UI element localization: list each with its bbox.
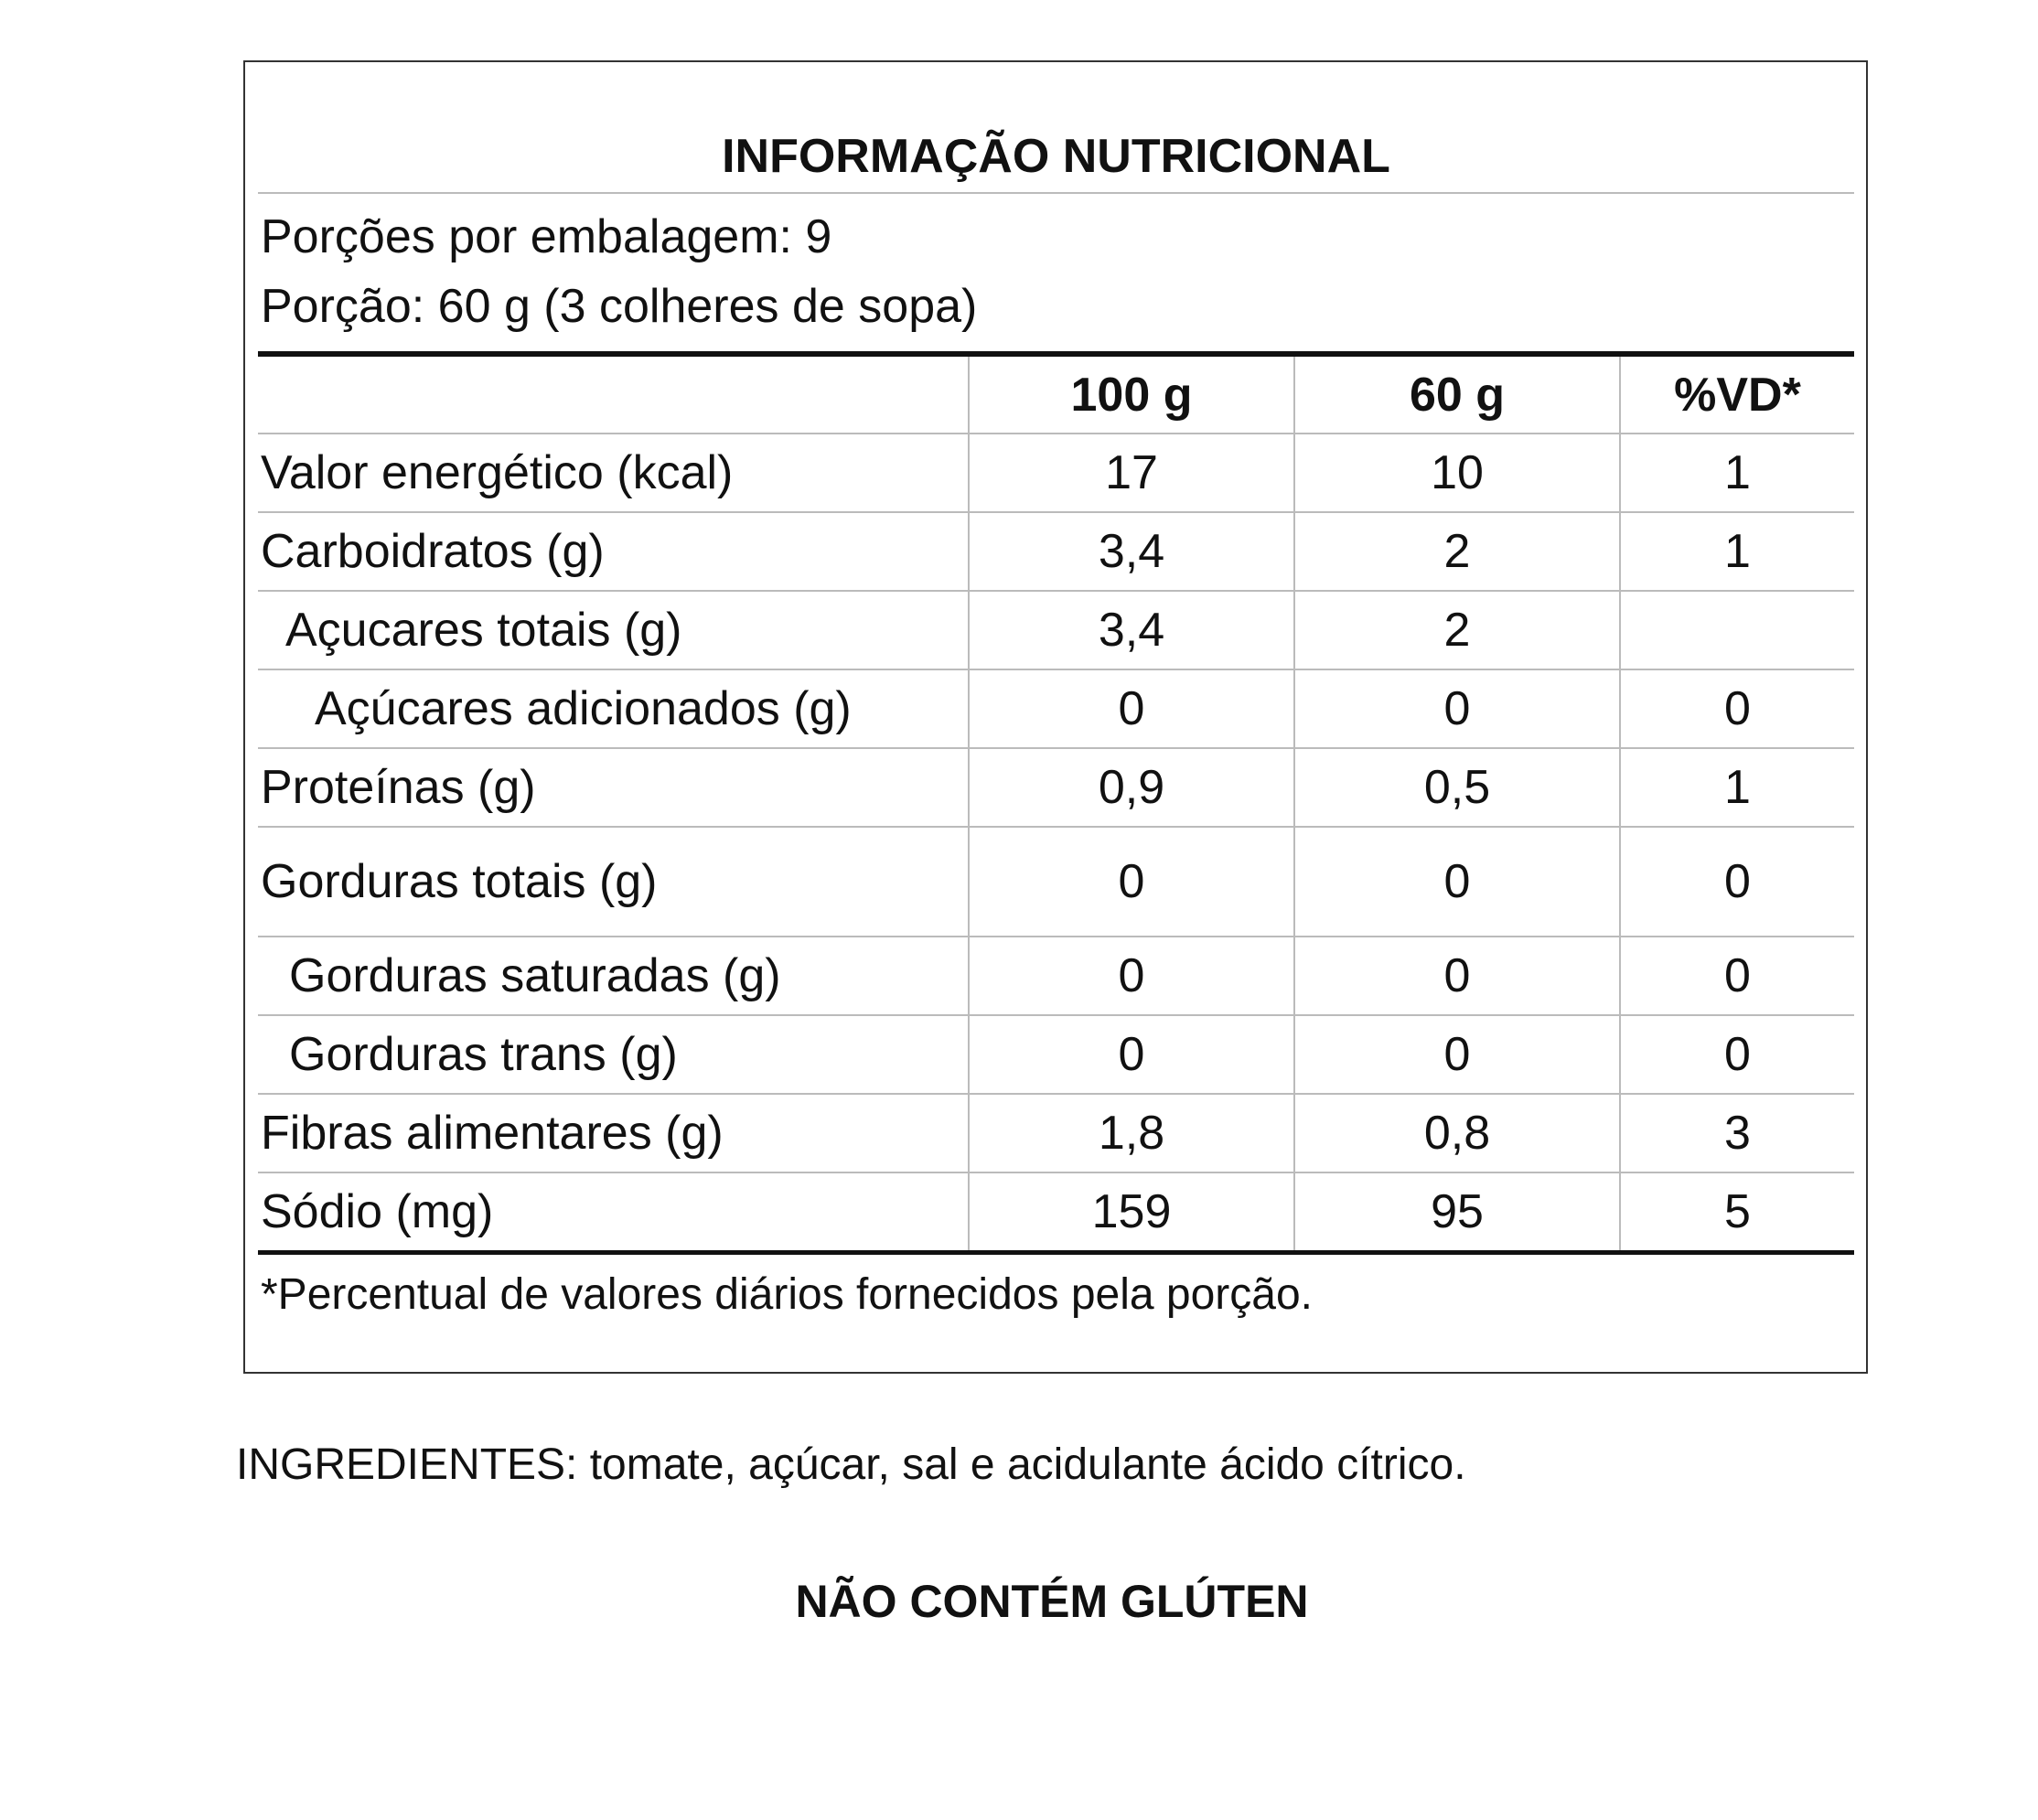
nutrition-table (258, 351, 1854, 1255)
nutrition-facts-inner (258, 62, 1854, 1322)
table-header-row (258, 354, 1854, 434)
value-per-serving: 10 (1294, 434, 1620, 512)
value-per-100g: 0 (969, 827, 1294, 937)
table-row (258, 1172, 1854, 1253)
nutrient-label: Gorduras trans (g) (258, 1015, 969, 1094)
value-per-100g: 0 (969, 937, 1294, 1015)
value-per-100g: 0 (969, 1015, 1294, 1094)
ingredients-text: INGREDIENTES: tomate, açúcar, sal e acidulante ácido cítrico. (236, 1440, 1466, 1489)
nutrient-label: Sódio (mg) (261, 1185, 494, 1238)
value-per-serving: 2 (1294, 591, 1620, 669)
value-daily-value: 5 (1620, 1172, 1854, 1253)
table-row (258, 669, 1854, 748)
value-per-100g: 159 (969, 1172, 1294, 1253)
value-per-100g: 0 (969, 669, 1294, 748)
servings-per-package: Porções por embalagem: 9 (261, 210, 832, 263)
table-row (258, 434, 1854, 512)
value-per-serving: 0 (1294, 937, 1620, 1015)
serving-size: Porção: 60 g (3 colheres de sopa) (261, 280, 978, 333)
value-per-100g: 3,4 (969, 591, 1294, 669)
gluten-notice: NÃO CONTÉM GLÚTEN (795, 1576, 1309, 1627)
nutrient-label: Proteínas (g) (258, 748, 969, 827)
nutrient-label: Carboidratos (g) (258, 512, 969, 591)
value-daily-value: 1 (1620, 512, 1854, 591)
value-per-serving: 2 (1294, 512, 1620, 591)
value-per-100g: 1,8 (969, 1094, 1294, 1172)
value-per-serving: 0 (1294, 669, 1620, 748)
value-per-serving: 0 (1294, 1015, 1620, 1094)
header-per-serving: 60 g (1294, 354, 1620, 434)
value-daily-value: 0 (1620, 1015, 1854, 1094)
table-row (258, 937, 1854, 1015)
value-daily-value: 0 (1620, 827, 1854, 937)
nutrient-label: Açúcares adicionados (g) (258, 669, 969, 748)
header-nutrient (258, 354, 969, 434)
value-daily-value: 1 (1620, 434, 1854, 512)
nutrition-facts-panel (243, 60, 1868, 1374)
nutrient-label: Gorduras totais (g) (258, 827, 969, 937)
value-daily-value: 3 (1620, 1094, 1854, 1172)
nutrient-label: Açucares totais (g) (258, 591, 969, 669)
value-per-serving: 0 (1294, 827, 1620, 937)
table-row (258, 1015, 1854, 1094)
nutrient-label: Fibras alimentares (g) (258, 1094, 969, 1172)
table-row (258, 591, 1854, 669)
value-per-serving: 0,5 (1294, 748, 1620, 827)
value-per-serving: 0,8 (1294, 1094, 1620, 1172)
nutrient-label: Valor energético (kcal) (258, 434, 969, 512)
table-row (258, 827, 1854, 937)
value-per-100g: 0,9 (969, 748, 1294, 827)
value-per-serving: 95 (1294, 1172, 1620, 1253)
nutrient-label: Gorduras saturadas (g) (258, 937, 969, 1015)
table-row (258, 512, 1854, 591)
nutrition-title: INFORMAÇÃO NUTRICIONAL (258, 62, 1854, 194)
value-daily-value: 1 (1620, 748, 1854, 827)
value-daily-value: 0 (1620, 669, 1854, 748)
value-per-100g: 3,4 (969, 512, 1294, 591)
daily-value-footnote: *Percentual de valores diários fornecidos pela porção. (261, 1270, 1314, 1319)
header-daily-value: %VD* (1620, 354, 1854, 434)
value-per-100g: 17 (969, 434, 1294, 512)
value-daily-value: 0 (1620, 937, 1854, 1015)
table-row (258, 1094, 1854, 1172)
value-daily-value (1620, 591, 1854, 669)
table-row (258, 748, 1854, 827)
header-per-100g: 100 g (969, 354, 1294, 434)
